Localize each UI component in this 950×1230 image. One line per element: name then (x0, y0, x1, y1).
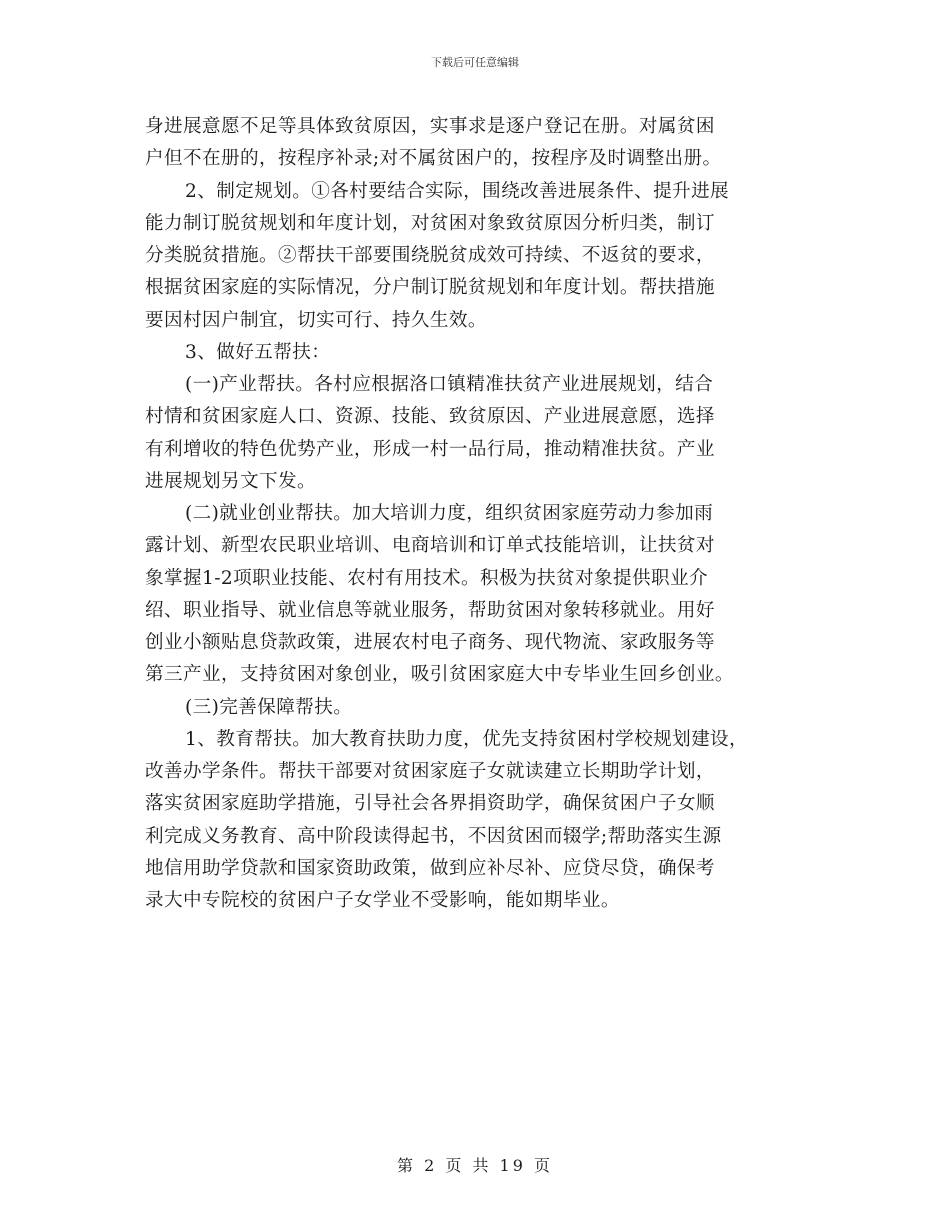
text-line: 地信用助学贷款和国家资助政策，做到应补尽补、应贷尽贷，确保考 (145, 857, 715, 879)
text-line: 3、做好五帮扶： (185, 341, 331, 363)
text-line: 要因村因户制宜，切实可行、持久生效。 (145, 309, 487, 331)
text-line: 改善办学条件。帮扶干部要对贫困家庭子女就读建立长期助学计划， (145, 761, 715, 782)
page-footer: 第 2 页 共 19 页 (397, 1156, 553, 1175)
text-line: 创业小额贴息贷款政策，进展农村电子商务、现代物流、家政服务等 (145, 632, 715, 653)
text-line: 利完成义务教育、高中阶段读得起书，不因贫困而辍学;帮助落实生源 (145, 825, 722, 847)
text-line: 落实贫困家庭助学措施，引导社会各界捐资助学，确保贫困户子女顺 (145, 793, 715, 815)
text-line: 第三产业，支持贫困对象创业，吸引贫困家庭大中专毕业生回乡创业。 (145, 664, 734, 686)
text-line: 根据贫困家庭的实际情况，分户制订脱贫规划和年度计划。帮扶措施 (145, 277, 715, 299)
text-line: 有利增收的特色优势产业，形成一村一品行局，推动精准扶贫。产业 (145, 438, 715, 460)
text-line: 户但不在册的，按程序补录;对不属贫困户的，按程序及时调整出册。 (145, 148, 722, 170)
text-line: (一)产业帮扶。各村应根据洛口镇精准扶贫产业进展规划，结合 (185, 374, 714, 395)
text-line: 分类脱贫措施。②帮扶干部要围绕脱贫成效可持续、不返贫的要求， (145, 245, 715, 266)
text-line: (二)就业创业帮扶。加大培训力度，组织贫困家庭劳动力参加雨 (185, 503, 714, 524)
text-line: 进展规划另文下发。 (145, 470, 316, 492)
document-body (145, 111, 815, 917)
text-line: 能力制订脱贫规划和年度计划，对贫困对象致贫原因分析归类，制订 (145, 212, 715, 234)
text-line: (三)完善保障帮扶。 (185, 696, 353, 718)
text-line: 身进展意愿不足等具体致贫原因，实事求是逐户登记在册。对属贫困 (145, 116, 715, 137)
text-line: 绍、职业指导、就业信息等就业服务，帮助贫困对象转移就业。用好 (145, 599, 715, 621)
text-line: 录大中专院校的贫困户子女学业不受影响，能如期毕业。 (145, 890, 620, 911)
text-line: 象掌握1-2项职业技能、农村有用技术。积极为扶贫对象提供职业介 (145, 567, 708, 589)
text-line: 露计划、新型农民职业培训、电商培训和订单式技能培训，让扶贫对 (145, 535, 715, 557)
text-line: 1、教育帮扶。加大教育扶助力度，优先支持贫困村学校规划建设， (185, 728, 749, 750)
page-header: 下载后可任意编辑 (431, 56, 519, 69)
text-line: 村情和贫困家庭人口、资源、技能、致贫原因、产业进展意愿，选择 (145, 406, 715, 428)
text-line: 2、制定规划。①各村要结合实际，围绕改善进展条件、提升进展 (185, 180, 730, 202)
